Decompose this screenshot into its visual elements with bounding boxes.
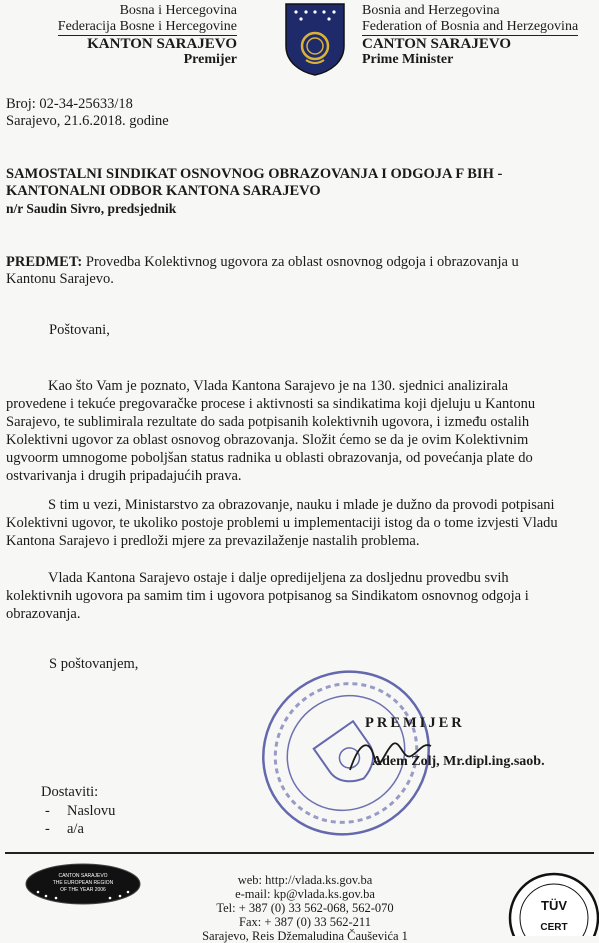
footer-web: web: http://vlada.ks.gov.ba [237,873,373,887]
body-paragraph-3 [6,569,581,623]
salutation: Poštovani, [49,322,110,338]
reference-date: Sarajevo, 21.6.2018. godine [6,113,169,129]
reference-number: Broj: 02-34-25633/18 [6,96,133,112]
body-paragraph-2 [6,496,581,550]
distribution-item: - Naslovu [45,803,116,819]
header-left [58,3,237,68]
footer-address: Sarajevo, Reis Džemaludina Čauševića 1 [202,929,408,943]
footer-fax: Fax: + 387 (0) 33 562-211 [239,915,371,929]
reference-block [6,96,169,130]
recipient-contact: n/r Saudin Sivro, predsjednik [6,201,177,216]
signature-name: Adem Zolj, Mr.dipl.ing.saob. [372,754,545,769]
header-left-line3: KANTON SARAJEVO [87,36,237,52]
header-right-line2: Federation of Bosnia and Herzegovina [362,19,579,34]
footer-contact [200,873,410,943]
signature-title: PREMIJER [365,715,465,731]
header-right-line3: CANTON SARAJEVO [362,36,512,52]
tuv-cert-badge-icon [504,872,599,936]
paragraph-line: S tim u vezi, Ministarstvo za obrazovanje, nauku i mlade je dužno da provodi potpisani [48,497,555,513]
canton-crest-icon [284,2,346,76]
subject-label: PREDMET: [6,254,83,270]
subject-text-line2: Kantonu Sarajevo. [6,271,114,287]
paragraph-line: Sarajevo, te sublimirala rezultate do sada potpisanih kolektivnih ugovora, i između ostalih [6,414,530,430]
paragraph-line: ugvoorm umnogome poboljšan status radnika u oblasti obrazovanja, od povećanja plate do [6,450,533,466]
distribution-list [45,802,115,838]
footer-divider [5,852,594,854]
body-paragraph-1 [6,377,581,485]
paragraph-line: obrazovanja. [6,606,81,622]
paragraph-line: Vlada Kantona Sarajevo ostaje i dalje opredijeljena za dosljednu provedbu svih [48,570,509,586]
paragraph-line: ostvarivanja i drugih pripadajućih prava. [6,468,242,484]
svg-text:TÜV: TÜV [541,898,567,913]
footer-tel: Tel: + 387 (0) 33 562-068, 562-070 [216,901,394,915]
footer-email: e-mail: kp@vlada.ks.gov.ba [235,887,375,901]
subject-text-line1: Provedba Kolektivnog ugovora za oblast osnovnog odgoja i obrazovanja u [85,254,519,270]
paragraph-line: Kolektivni ugovor, te ukoliko postoje problemi u implementaciji istog da o tome izvjesti Vladu [6,515,558,531]
recipient-block [6,166,502,217]
svg-text:CANTON SARAJEVO: CANTON SARAJEVO [58,873,108,879]
header-left-line2: Federacija Bosne i Hercegovine [57,19,237,34]
svg-text:CERT: CERT [540,922,568,933]
paragraph-line: Kolektivni ugovor za oblast osnovog obrazovanja. Složit ćemo se da je ovim Kolektivnim [6,432,529,448]
paragraph-line: kolektivnih ugovora pa samim tim i ugovora potpisanog sa Sindikatom osnovnog odgoja i [6,588,529,604]
recipient-line1: SAMOSTALNI SINDIKAT OSNOVNOG OBRAZOVANJA I ODGOJA F BIH - [6,166,503,182]
award-badge-icon [24,862,142,906]
recipient-line2: KANTONALNI ODBOR KANTONA SARAJEVO [6,183,321,199]
subject-block [6,254,586,288]
paragraph-line: Kao što Vam je poznato, Vlada Kantona Sarajevo je na 130. sjednici analizirala [48,378,509,394]
svg-text:THE EUROPEAN REGION: THE EUROPEAN REGION [52,880,114,886]
header-right-line1: Bosnia and Herzegovina [362,3,500,18]
distribution-label: Dostaviti: [41,784,99,800]
closing: S poštovanjem, [49,656,139,672]
header-right [362,3,578,68]
handwritten-signature-icon [345,730,435,780]
distribution-item: - a/a [45,821,84,837]
svg-text:OF THE YEAR 2006: OF THE YEAR 2006 [60,887,106,893]
header-left-line4: Premijer [183,52,237,67]
paragraph-line: provedene i tekuće pregovaračke procese i aktivnosti sa sindikatima koji djeluju u Kantonu [6,396,536,412]
header-right-line4: Prime Minister [362,52,454,67]
paragraph-line: Kantona Sarajevo i predloži mjere za prevazilaženje nastalih problema. [6,533,420,549]
header-left-line1: Bosna i Hercegovina [119,3,237,18]
